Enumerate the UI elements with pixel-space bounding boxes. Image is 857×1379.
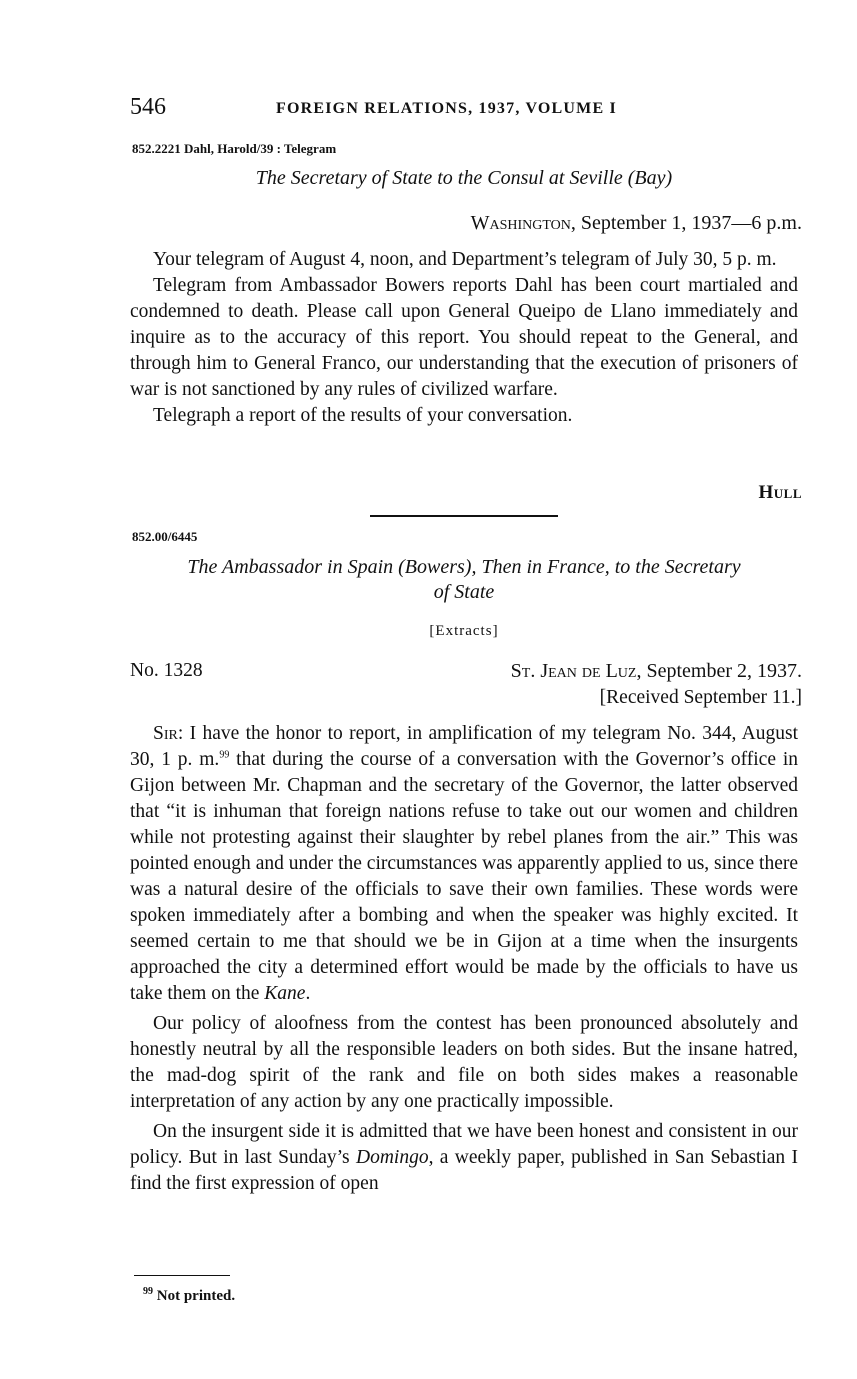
doc2-dateline-date: , September 2, 1937. bbox=[636, 660, 802, 682]
doc2-file-ref: 852.00/6445 bbox=[132, 529, 198, 544]
page-number: 546 bbox=[130, 94, 166, 120]
doc2-p3-start: On the insurgent side it is admitted that we have been honest and consistent in our policy. But in last Sunday’s bbox=[130, 1121, 798, 1168]
doc2-paragraph-3 bbox=[130, 1119, 798, 1197]
doc2-p1-end: . bbox=[305, 983, 311, 1004]
doc1-signature: Hull bbox=[758, 482, 802, 503]
doc2-dateline bbox=[511, 660, 802, 683]
doc2-number: No. 1328 bbox=[130, 660, 203, 681]
doc2-title-line-1: The Ambassador in Spain (Bowers), Then in France, to the Secretary bbox=[187, 556, 741, 578]
doc2-received: [Received September 11.] bbox=[599, 687, 802, 708]
newspaper-name: Domingo bbox=[355, 1147, 429, 1168]
footnote-mark: 99 bbox=[143, 1286, 153, 1297]
extracts-label: [Extracts] bbox=[429, 623, 499, 639]
section-divider bbox=[370, 515, 558, 517]
ship-name: Kane bbox=[264, 983, 306, 1004]
doc2-dateline-place-1: St. Jean bbox=[510, 660, 577, 682]
doc2-p1-start: : I have the honor to report, in amplification of my telegram No. 344, August 30, 1 p. m. bbox=[130, 723, 798, 770]
doc2-body bbox=[130, 721, 798, 1197]
doc1-title: The Secretary of State to the Consul at Seville (Bay) bbox=[255, 167, 673, 189]
doc2-title bbox=[130, 555, 798, 605]
doc1-paragraph-2: Telegram from Ambassador Bowers reports Dahl has been court martialed and condemned to death. Please call upon General Queipo de Llano immediately and inquire as to the accuracy of this report. You should repeat to the General, and through him to General Franco, our understanding that the execution of prisoners of war is not sanctioned by any rules of civilized warfare. bbox=[130, 275, 798, 400]
footnote-ref-99: 99 bbox=[219, 749, 230, 761]
doc1-dateline-place: Washington bbox=[470, 212, 571, 234]
doc1-dateline-date: , September 1, 1937—6 p.m. bbox=[570, 212, 802, 234]
doc1-body bbox=[130, 247, 798, 429]
doc2-paragraph-2: Our policy of aloofness from the contest has been pronounced absolutely and honestly neutral by all the responsible leaders on both sides. But the insane hatred, the mad-dog spirit of the rank and file on both sides makes a reasonable interpretation of any action by any one practically impossible. bbox=[130, 1013, 798, 1112]
doc2-dateline-de: de bbox=[581, 660, 601, 682]
doc2-p3-rest: , a weekly paper, published in San Sebastian I find the first expression of open bbox=[130, 1147, 799, 1194]
running-head bbox=[130, 94, 690, 124]
doc2-dateline-place-2: Luz bbox=[605, 660, 637, 682]
doc2-title-line-2: of State bbox=[433, 581, 495, 603]
running-title: FOREIGN RELATIONS, 1937, VOLUME I bbox=[276, 100, 617, 117]
salutation: Sir bbox=[153, 723, 178, 744]
footnote-99 bbox=[143, 1288, 235, 1305]
doc1-paragraph-3: Telegraph a report of the results of your conversation. bbox=[153, 405, 573, 426]
footnote-text: Not printed. bbox=[153, 1288, 236, 1304]
doc1-dateline bbox=[471, 212, 802, 235]
doc1-file-ref: 852.2221 Dahl, Harold/39 : Telegram bbox=[132, 141, 337, 156]
footnote-rule bbox=[134, 1275, 230, 1276]
doc1-paragraph-1: Your telegram of August 4, noon, and Department’s telegram of July 30, 5 p. m. bbox=[153, 249, 777, 270]
doc2-p1-rest: that during the course of a conversation with the Governor’s office in Gijon between Mr. Chapman and the secretary of the Governor, the latter observed that “it is inhuman that foreign nations refuse to take out our women and children while not protesting against their slaughter by rebel planes from the air.” This was pointed enough and under the circumstances was apparently applied to us, since there was a natural desire of the officials to save their own families. These words were spoken immediately after a bombing and when the speaker was highly excited. It seemed certain to me that should we be in Gijon at a time when the insurgents approached the city a determined effort would be made by the officials to have us take them on the bbox=[130, 749, 798, 1004]
doc2-paragraph-1 bbox=[130, 721, 798, 1007]
